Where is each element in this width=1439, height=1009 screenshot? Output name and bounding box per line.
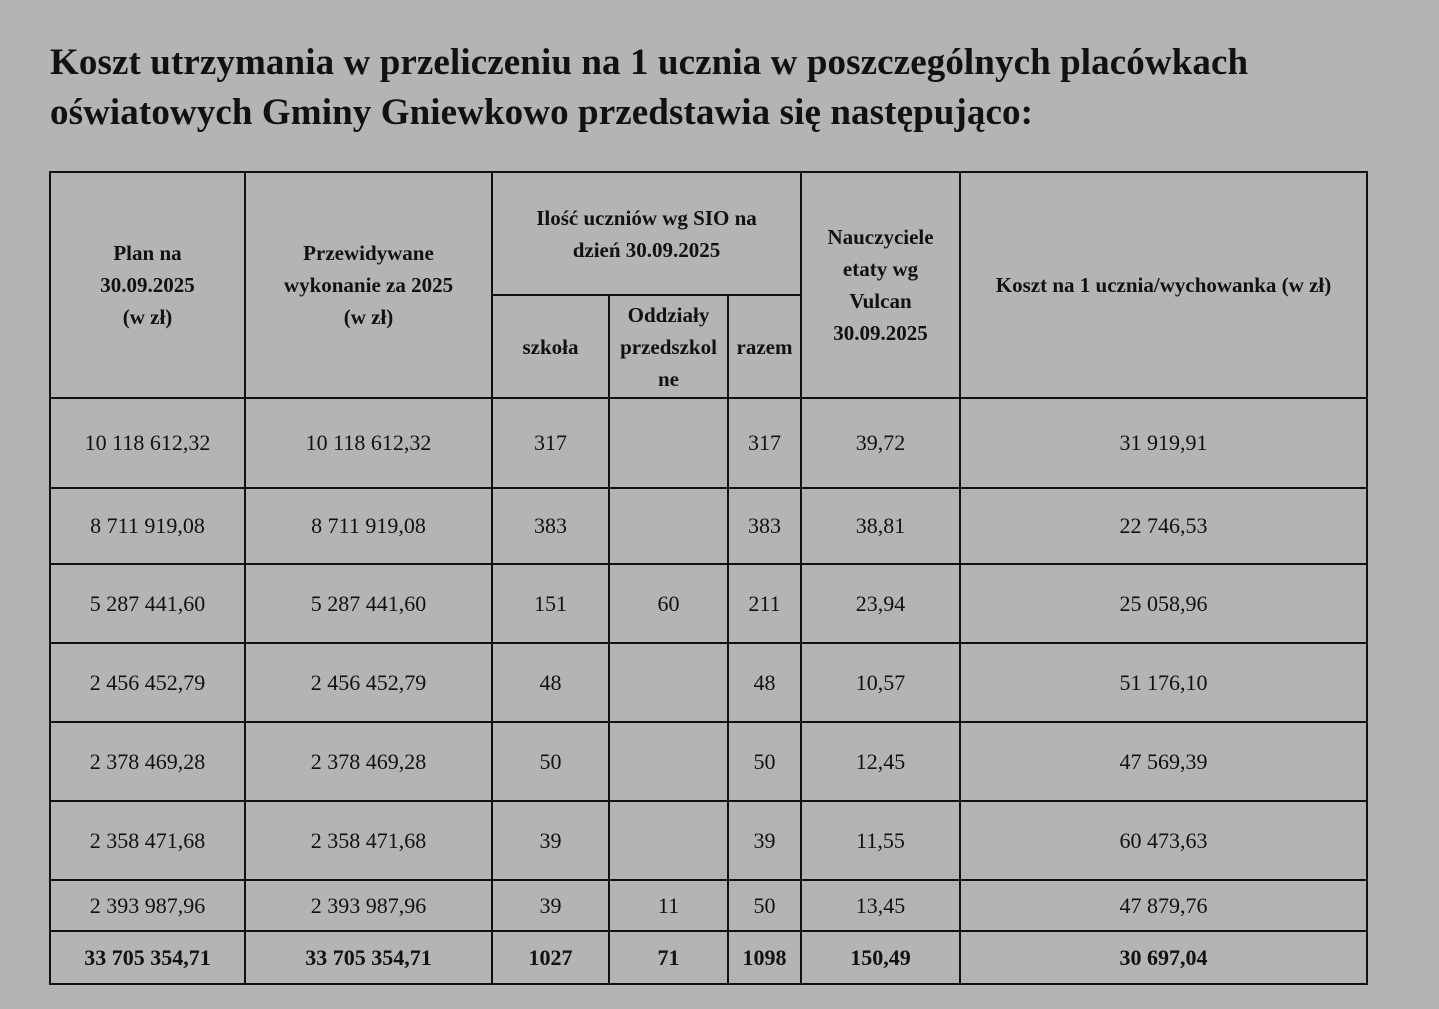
table-cell: 23,94 xyxy=(801,564,960,643)
table-row xyxy=(50,564,1367,643)
table-cell: 47 879,76 xyxy=(960,880,1367,931)
table-cell: 11,55 xyxy=(801,801,960,880)
table-cell: 2 456 452,79 xyxy=(245,643,492,722)
table-cell: 48 xyxy=(492,643,609,722)
total-cell: 30 697,04 xyxy=(960,931,1367,984)
table-cell: 12,45 xyxy=(801,722,960,801)
total-cell: 1027 xyxy=(492,931,609,984)
total-cell: 1098 xyxy=(728,931,801,984)
header-koszt: Koszt na 1 ucznia/wychowanka (w zł) xyxy=(960,172,1367,398)
table-cell: 2 358 471,68 xyxy=(50,801,245,880)
table-cell: 151 xyxy=(492,564,609,643)
table-cell: 10 118 612,32 xyxy=(50,398,245,488)
table-cell: 60 473,63 xyxy=(960,801,1367,880)
header-nauczyciele: Nauczyciele etaty wg Vulcan 30.09.2025 xyxy=(801,172,960,398)
subheader-oddzialy: Oddziały przedszkol ne xyxy=(609,295,728,398)
total-cell: 71 xyxy=(609,931,728,984)
table-row xyxy=(50,488,1367,564)
table-cell: 10 118 612,32 xyxy=(245,398,492,488)
table-cell xyxy=(609,398,728,488)
cost-per-student-table xyxy=(49,171,1368,985)
table-cell: 2 358 471,68 xyxy=(245,801,492,880)
table-cell: 8 711 919,08 xyxy=(245,488,492,564)
header-ilosc-uczniow: Ilość uczniów wg SIO na dzień 30.09.2025 xyxy=(492,172,801,295)
table-cell: 2 393 987,96 xyxy=(245,880,492,931)
table-cell: 22 746,53 xyxy=(960,488,1367,564)
table-cell: 39,72 xyxy=(801,398,960,488)
total-cell: 33 705 354,71 xyxy=(50,931,245,984)
table-cell: 47 569,39 xyxy=(960,722,1367,801)
table-row xyxy=(50,722,1367,801)
table-cell: 383 xyxy=(492,488,609,564)
table-cell: 10,57 xyxy=(801,643,960,722)
header-plan: Plan na 30.09.2025 (w zł) xyxy=(50,172,245,398)
table-cell: 2 378 469,28 xyxy=(50,722,245,801)
table-cell: 39 xyxy=(728,801,801,880)
table-row xyxy=(50,643,1367,722)
table-cell: 11 xyxy=(609,880,728,931)
table-cell: 5 287 441,60 xyxy=(50,564,245,643)
table-cell: 13,45 xyxy=(801,880,960,931)
table-body xyxy=(50,398,1367,931)
table-cell: 383 xyxy=(728,488,801,564)
table-row xyxy=(50,801,1367,880)
table-cell xyxy=(609,722,728,801)
table-cell: 50 xyxy=(728,722,801,801)
table-cell xyxy=(609,488,728,564)
subheader-szkola: szkoła xyxy=(492,295,609,398)
total-cell: 33 705 354,71 xyxy=(245,931,492,984)
table-cell: 60 xyxy=(609,564,728,643)
table-cell: 39 xyxy=(492,880,609,931)
table-cell: 5 287 441,60 xyxy=(245,564,492,643)
table-cell: 31 919,91 xyxy=(960,398,1367,488)
table-cell: 38,81 xyxy=(801,488,960,564)
table-cell: 2 378 469,28 xyxy=(245,722,492,801)
table-cell: 2 393 987,96 xyxy=(50,880,245,931)
page-title xyxy=(50,38,1439,138)
table-cell: 2 456 452,79 xyxy=(50,643,245,722)
total-row xyxy=(50,931,1367,984)
table-cell: 39 xyxy=(492,801,609,880)
table-cell: 50 xyxy=(492,722,609,801)
table-cell: 211 xyxy=(728,564,801,643)
table-cell: 8 711 919,08 xyxy=(50,488,245,564)
table-row xyxy=(50,398,1367,488)
table-cell: 317 xyxy=(492,398,609,488)
title-line-2: oświatowych Gminy Gniewkowo przedstawia się następująco: xyxy=(50,92,1034,133)
table-cell: 317 xyxy=(728,398,801,488)
table-cell: 25 058,96 xyxy=(960,564,1367,643)
table-cell: 50 xyxy=(728,880,801,931)
total-cell: 150,49 xyxy=(801,931,960,984)
title-line-1: Koszt utrzymania w przeliczeniu na 1 ucznia w poszczególnych placówkach xyxy=(50,42,1249,83)
subheader-razem: razem xyxy=(728,295,801,398)
table-cell: 51 176,10 xyxy=(960,643,1367,722)
table-cell xyxy=(609,801,728,880)
header-row xyxy=(50,172,1367,295)
header-przewidywane: Przewidywane wykonanie za 2025 (w zł) xyxy=(245,172,492,398)
table-cell: 48 xyxy=(728,643,801,722)
table-row xyxy=(50,880,1367,931)
table-cell xyxy=(609,643,728,722)
